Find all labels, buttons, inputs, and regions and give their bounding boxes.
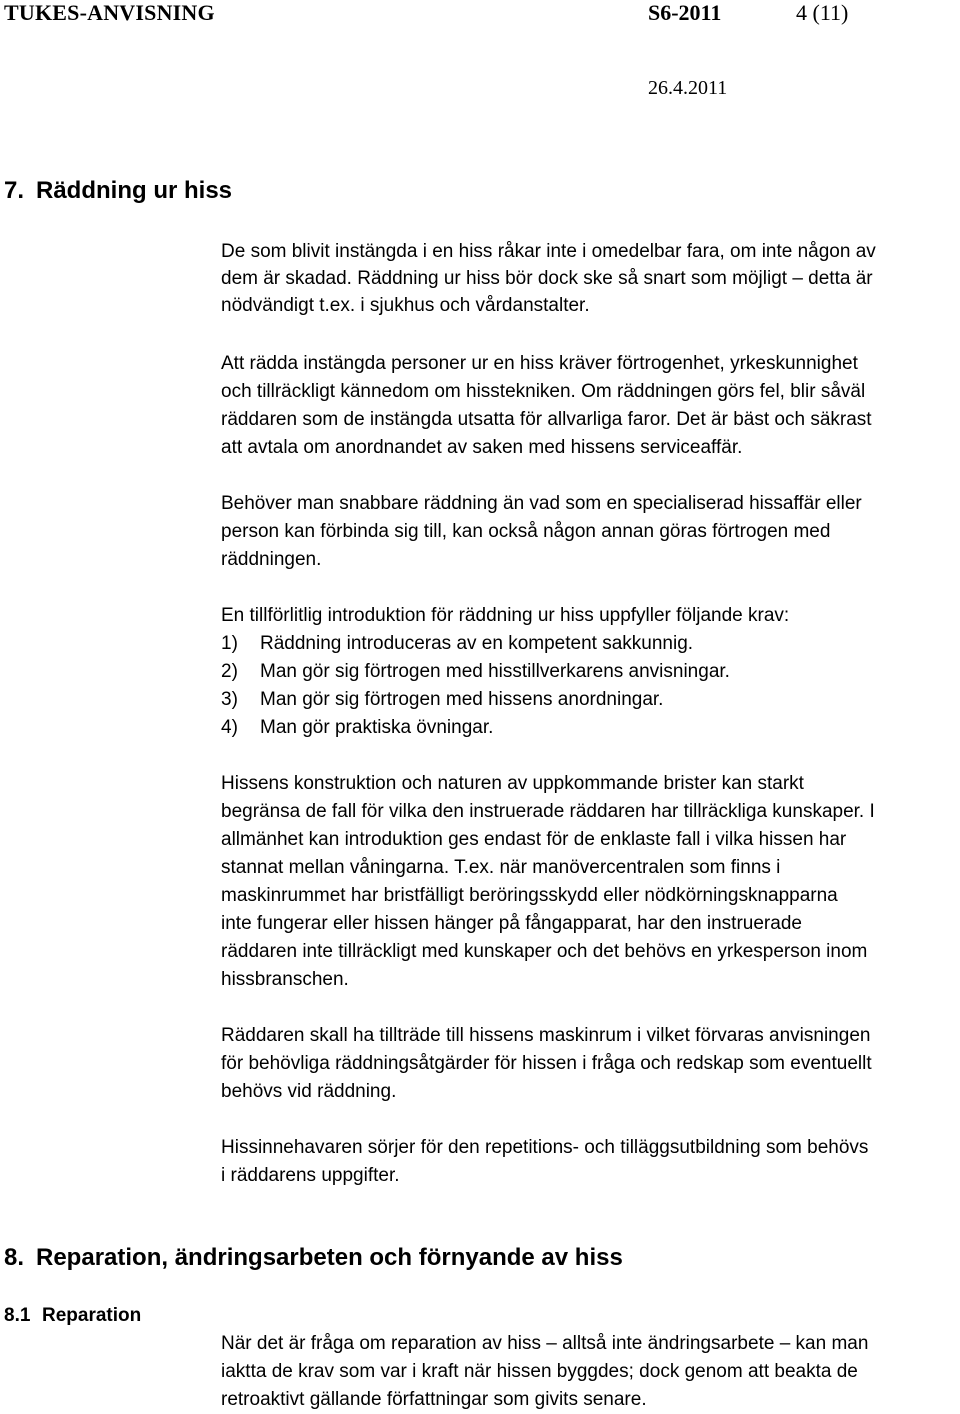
list-intro: En tillförlitlig introduktion för räddning ur hiss uppfyller följande krav: [221,605,790,626]
subsection-heading [4,1305,141,1327]
paragraph-line: stannat mellan våningarna. T.ex. när manövercentralen som finns i [221,857,781,878]
list-item-text: Man gör sig förtrogen med hissens anordningar. [260,689,664,710]
requirements-list [221,630,941,742]
paragraph-line: och tillräckligt kännedom om hisstekniken. Om räddningen görs fel, blir såväl [221,381,866,402]
paragraph [221,238,960,319]
paragraph-line: allmänhet kan introduktion ges endast för de enklaste fall i vilka hissen har [221,829,847,850]
subsection-title: Reparation [42,1305,142,1326]
paragraph [221,490,960,574]
paragraph-line: att avtala om anordnandet av saken med hissens serviceaffär. [221,437,743,458]
paragraph-line: räddningen. [221,549,322,570]
paragraph-line: Hissinnehavaren sörjer för den repetitions- och tilläggsutbildning som behövs [221,1137,869,1158]
paragraph-line: för behövliga räddningsåtgärder för hissen i fråga och redskap som eventuellt [221,1053,872,1074]
list-item-number: 1) [221,633,238,654]
paragraph [221,1022,960,1106]
paragraph-line: När det är fråga om reparation av hiss – alltså inte ändringsarbete – kan man [221,1333,869,1354]
list-item-number: 4) [221,717,238,738]
paragraph-line: behövs vid räddning. [221,1081,397,1102]
section-number: 8. [4,1244,25,1271]
paragraph [221,350,960,462]
paragraph-line: maskinrummet har bristfälligt beröringsskydd eller nödkörningsknapparna [221,885,838,906]
subsection-number: 8.1 [4,1305,31,1326]
paragraph [221,1134,960,1190]
paragraph-line: nödvändigt t.ex. i sjukhus och vårdanstalter. [221,295,590,316]
section-title: Reparation, ändringsarbeten och förnyande av hiss [36,1244,623,1271]
list-item-number: 3) [221,689,238,710]
page-number: 4 (11) [796,0,849,25]
paragraph [221,1330,960,1414]
list-item-text: Man gör praktiska övningar. [260,717,494,738]
list-item [221,630,941,658]
list-item-text: Man gör sig förtrogen med hisstillverkarens anvisningar. [260,661,730,682]
document-code: S6-2011 [648,0,722,25]
paragraph-line: retroaktivt gällande författningar som givits senare. [221,1389,647,1410]
paragraph-line: Behöver man snabbare räddning än vad som en specialiserad hissaffär eller [221,493,862,514]
paragraph-line: Att rädda instängda personer ur en hiss kräver förtrogenhet, yrkeskunnighet [221,353,858,374]
document-type: TUKES-ANVISNING [4,0,215,25]
paragraph-line: begränsa de fall för vilka den instruerade räddaren har tillräckliga kunskaper. I [221,801,875,822]
paragraph-line: hissbranschen. [221,969,349,990]
paragraph-line: person kan förbinda sig till, kan också någon annan göras förtrogen med [221,521,831,542]
paragraph [221,770,960,994]
paragraph-line: Hissens konstruktion och naturen av uppkommande brister kan starkt [221,773,804,794]
paragraph-line: inte fungerar eller hissen hänger på fångapparat, har den instruerade [221,913,802,934]
paragraph-line: räddaren inte tillräckligt med kunskaper och det behövs en yrkesperson inom [221,941,868,962]
document-date: 26.4.2011 [648,77,728,99]
paragraph-line: De som blivit instängda i en hiss råkar inte i omedelbar fara, om inte någon av [221,241,876,262]
list-item [221,658,941,686]
list-item [221,714,941,742]
list-item-number: 2) [221,661,238,682]
section-heading [4,1244,623,1272]
paragraph-line: räddaren som de instängda utsatta för allvarliga faror. Det är bäst och säkrast [221,409,872,430]
section-number: 7. [4,177,25,204]
section-heading [4,177,232,205]
paragraph-line: dem är skadad. Räddning ur hiss bör dock ske så snart som möjligt – detta är [221,268,873,289]
list-item-text: Räddning introduceras av en kompetent sakkunnig. [260,633,694,654]
paragraph-line: iaktta de krav som var i kraft när hissen byggdes; dock genom att beakta de [221,1361,858,1382]
paragraph-line: i räddarens uppgifter. [221,1165,400,1186]
list-item [221,686,941,714]
page-header [0,0,960,30]
paragraph-line: Räddaren skall ha tillträde till hissens maskinrum i vilket förvaras anvisningen [221,1025,871,1046]
section-title: Räddning ur hiss [36,177,233,204]
